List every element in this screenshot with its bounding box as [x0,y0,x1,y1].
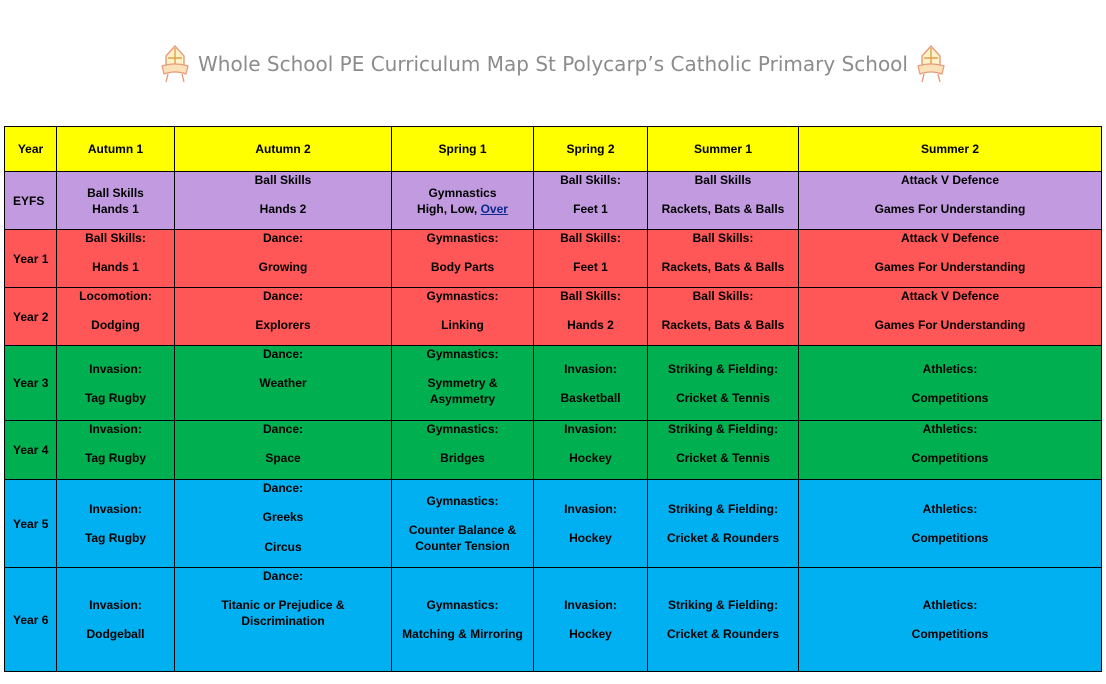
header-row [5,127,1102,172]
cell-autumn-1: Locomotion: Dodging [57,288,175,346]
header-cell-summer-1: Summer 1 [648,127,799,172]
cell-spring-1: Gymnastics: Body Parts [392,230,534,288]
cell-summer-1: Striking & Fielding: Cricket & Rounders [648,568,799,672]
cell-autumn-2: Dance: Space [175,421,392,480]
cell-autumn-2: Dance: Explorers [175,288,392,346]
header-cell-year: Year [5,127,57,172]
cell-spring-2: Invasion: Hockey [534,480,648,568]
cell-spring-2: Ball Skills: Feet 1 [534,172,648,230]
cell-summer-2: Attack V Defence Games For Understanding [799,230,1102,288]
table-row [5,230,1102,288]
cell-summer-2: Attack V Defence Games For Understanding [799,172,1102,230]
year-label: Year 5 [5,480,57,568]
table-row [5,172,1102,230]
header-cell-summer-2: Summer 2 [799,127,1102,172]
year-label: Year 4 [5,421,57,480]
table-row [5,421,1102,480]
cell-summer-2: Attack V Defence Games For Understanding [799,288,1102,346]
cell-spring-2: Ball Skills: Hands 2 [534,288,648,346]
cell-summer-1: Ball Skills Rackets, Bats & Balls [648,172,799,230]
cell-summer-1: Ball Skills: Rackets, Bats & Balls [648,288,799,346]
cell-autumn-2: Dance: Greeks Circus [175,480,392,568]
cell-spring-1: Gymnastics: Linking [392,288,534,346]
table-row [5,480,1102,568]
cell-spring-1: Gymnastics: Counter Balance & Counter Tension [392,480,534,568]
cell-autumn-1: Invasion: Tag Rugby [57,346,175,421]
cell-summer-1: Striking & Fielding: Cricket & Tennis [648,421,799,480]
cell-summer-1: Ball Skills: Rackets, Bats & Balls [648,230,799,288]
table-row [5,568,1102,672]
cell-autumn-2: Dance: Weather [175,346,392,421]
cell-summer-1: Striking & Fielding: Cricket & Tennis [648,346,799,421]
year-label: Year 1 [5,230,57,288]
year-label: Year 3 [5,346,57,421]
cell-summer-2: Athletics: Competitions [799,421,1102,480]
cell-autumn-1: Ball Skills Hands 1 [57,172,175,230]
cell-autumn-1: Invasion: Dodgeball [57,568,175,672]
page-header [0,40,1106,88]
cell-summer-2: Athletics: Competitions [799,568,1102,672]
cell-autumn-2: Ball Skills Hands 2 [175,172,392,230]
cell-spring-1: Gymnastics: Symmetry & Asymmetry [392,346,534,421]
cell-spring-1: Gymnastics: Bridges [392,421,534,480]
cell-autumn-2: Dance: Growing [175,230,392,288]
header-cell-spring-2: Spring 2 [534,127,648,172]
table-row [5,346,1102,421]
year-label: Year 2 [5,288,57,346]
mitre-crest-icon [158,44,192,84]
cell-spring-2: Ball Skills: Feet 1 [534,230,648,288]
cell-spring-2: Invasion: Hockey [534,421,648,480]
year-label: EYFS [5,172,57,230]
cell-summer-1: Striking & Fielding: Cricket & Rounders [648,480,799,568]
table-row [5,288,1102,346]
curriculum-table [4,126,1102,672]
year-label: Year 6 [5,568,57,672]
page-title: Whole School PE Curriculum Map St Polycarp’s Catholic Primary School [198,52,908,76]
header-cell-spring-1: Spring 1 [392,127,534,172]
mitre-crest-icon [914,44,948,84]
cell-summer-2: Athletics: Competitions [799,346,1102,421]
cell-spring-2: Invasion: Basketball [534,346,648,421]
over-link[interactable]: Over [480,201,508,216]
cell-autumn-1: Invasion: Tag Rugby [57,421,175,480]
header-cell-autumn-2: Autumn 2 [175,127,392,172]
cell-spring-2: Invasion: Hockey [534,568,648,672]
cell-summer-2: Athletics: Competitions [799,480,1102,568]
header-cell-autumn-1: Autumn 1 [57,127,175,172]
cell-autumn-1: Invasion: Tag Rugby [57,480,175,568]
cell-autumn-1: Ball Skills: Hands 1 [57,230,175,288]
cell-spring-1: Gymnastics High, Low, Over [392,172,534,230]
cell-autumn-2: Dance: Titanic or Prejudice & Discrimination [175,568,392,672]
cell-spring-1: Gymnastics: Matching & Mirroring [392,568,534,672]
